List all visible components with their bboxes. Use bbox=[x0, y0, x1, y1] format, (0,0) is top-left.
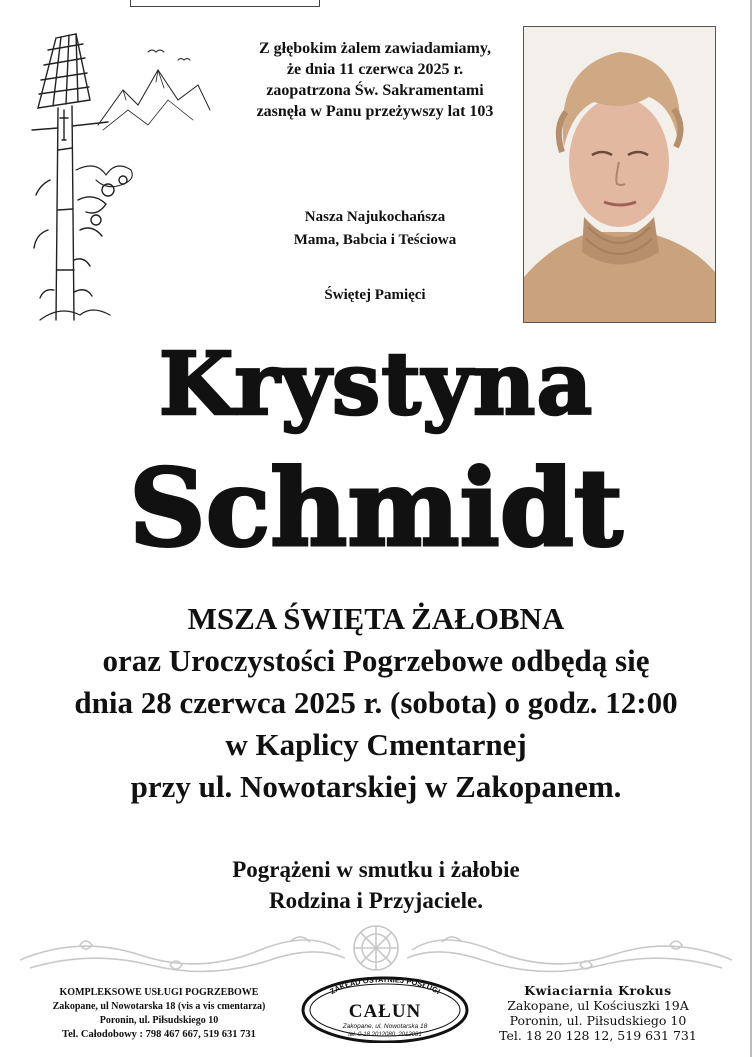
mourners-signature bbox=[0, 854, 752, 916]
family-relation bbox=[240, 206, 510, 252]
florist-phone: Tel. 18 20 128 12, 519 631 731 bbox=[499, 1028, 697, 1043]
funeral-home-info bbox=[14, 986, 304, 1042]
service-line: dnia 28 czerwca 2025 r. (sobota) o godz. 12:00 bbox=[74, 685, 678, 720]
intro-line: że dnia 11 czerwca 2025 r. bbox=[286, 61, 464, 78]
logo-phone: tel. 0-18 2012080, 2012081 bbox=[348, 1032, 422, 1038]
relation-line: Mama, Babcia i Teściowa bbox=[293, 232, 457, 248]
service-line: w Kaplicy Cmentarnej bbox=[225, 727, 527, 762]
funeral-home-address: Poronin, ul. Piłsudskiego 10 bbox=[99, 1015, 219, 1026]
funeral-home-phone: Tel. Całodobowy : 798 467 667, 519 631 731 bbox=[62, 1029, 256, 1040]
intro-line: Z głębokim żalem zawiadamiamy, bbox=[259, 40, 491, 57]
portrait-image bbox=[524, 27, 715, 322]
funeral-home-title: KOMPLEKSOWE USŁUGI POGRZEBOWE bbox=[59, 987, 259, 998]
calun-logo bbox=[300, 973, 470, 1043]
deceased-last-name: Schmidt bbox=[129, 445, 623, 570]
intro-line: zasnęła w Panu przeżywszy lat 103 bbox=[256, 103, 494, 120]
portrait-photo bbox=[523, 26, 716, 323]
relation-line: Nasza Najukochańsza bbox=[304, 209, 446, 225]
florist-address: Poronin, ul. Piłsudskiego 10 bbox=[509, 1013, 687, 1028]
service-line: oraz Uroczystości Pogrzebowe odbędą się bbox=[102, 643, 650, 678]
logo-address: Zakopane, ul. Nowotarska 18 bbox=[342, 1023, 428, 1030]
funeral-service-details bbox=[0, 598, 752, 808]
wayside-shrine-illustration bbox=[28, 30, 213, 330]
mourners-line: Rodzina i Przyjaciele. bbox=[269, 888, 483, 913]
florist-name: Kwiaciarnia Krokus bbox=[524, 983, 672, 998]
funeral-home-address: Zakopane, ul Nowotarska 18 (vis a vis cmentarza) bbox=[52, 1001, 266, 1012]
mourners-line: Pogrążeni w smutku i żałobie bbox=[232, 857, 520, 882]
logo-top-text: ZAKŁAD OSTATNIEJ POSŁUGI bbox=[328, 974, 442, 997]
florist-address: Zakopane, ul Kościuszki 19A bbox=[507, 998, 689, 1013]
top-frame-edge bbox=[130, 0, 320, 7]
intro-line: zaopatrzona Św. Sakramentami bbox=[266, 82, 484, 99]
florist-info bbox=[470, 983, 726, 1043]
service-line: MSZA ŚWIĘTA ŻAŁOBNA bbox=[187, 601, 565, 636]
deceased-first-name: Krystyna bbox=[158, 334, 594, 435]
service-line: przy ul. Nowotarskiej w Zakopanem. bbox=[130, 769, 622, 804]
logo-name: CAŁUN bbox=[348, 1001, 422, 1022]
death-announcement bbox=[240, 38, 510, 122]
floral-divider-ornament bbox=[20, 920, 732, 980]
memory-heading: Świętej Pamięci bbox=[324, 287, 426, 303]
